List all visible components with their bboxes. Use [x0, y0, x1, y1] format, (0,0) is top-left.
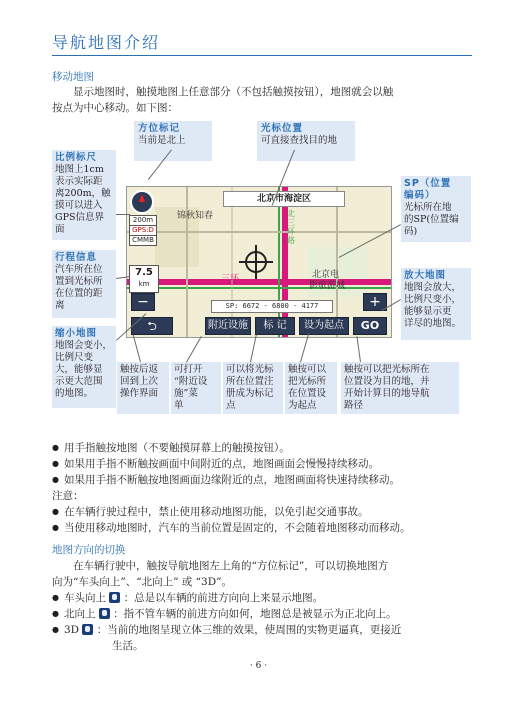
callout-mark — [223, 362, 283, 414]
callout-body-line: 可打开 — [174, 364, 203, 375]
callout-body-line: 单 — [174, 400, 184, 411]
orientation-intro — [52, 558, 477, 590]
intro-paragraph — [52, 84, 472, 116]
callout-body: 当前是北上 — [138, 135, 186, 146]
callout-body-line: 离 — [55, 300, 65, 311]
callout-body-line: 摸可以进入 — [55, 200, 103, 211]
callout-body-line: 点 — [226, 400, 236, 411]
orientation-desc: ：总是以车辆的前进方向向上来显示地图。 — [123, 592, 324, 604]
callout-body-line: 地图会变小， — [55, 340, 113, 351]
compass-icon[interactable] — [130, 190, 154, 214]
leader-line — [250, 335, 257, 363]
bullet-item: ● 如果用手指不断触按画面中间附近的点，地图画面会慢慢持续移动。 — [52, 456, 477, 472]
zoom-in-button[interactable]: + — [363, 293, 387, 311]
north-up-icon — [99, 608, 110, 619]
callout-head: SP（位置 — [404, 178, 452, 189]
intro-line: 按点为中心移动。如下图： — [52, 102, 178, 114]
callout-body-line: 能够显示更 — [404, 306, 452, 317]
mark-button[interactable]: 标 记 — [255, 317, 295, 335]
callout-body-line: 示更大范围 — [55, 376, 103, 387]
callout-compass — [134, 121, 212, 161]
callout-body-line: 置到光标所 — [55, 276, 103, 287]
map-place-label: 北京电 — [312, 270, 340, 280]
leader-line — [133, 335, 141, 362]
callout-body-line: 所在位置注 — [226, 376, 274, 387]
callout-nearby — [171, 362, 221, 414]
orientation-desc-cont: 生活。 — [112, 640, 144, 652]
callout-body-line: 汽车所在位 — [55, 264, 103, 275]
callout-body-line: 光标所在地 — [404, 202, 452, 213]
callout-body-line: 的SP(位置编 — [404, 214, 459, 225]
callout-travel — [52, 250, 116, 318]
callout-body-line: 施”菜 — [174, 388, 198, 399]
callout-body-line: 离200m，触 — [55, 188, 111, 199]
callout-body-line: 触按可以 — [288, 364, 327, 375]
callout-body-line: 位置设为目的地，并 — [344, 376, 430, 387]
callout-body-line: 码) — [404, 226, 418, 237]
callout-scale — [52, 150, 116, 240]
orientation-desc: ：指不管车辆的前进方向如何，地图总是被显示为正北向上。 — [113, 608, 397, 620]
callout-body-line: 操作界面 — [120, 388, 159, 399]
callout-zoom-out — [52, 326, 116, 408]
callout-body-line: 地图会放大， — [404, 282, 462, 293]
orientation-item — [52, 622, 477, 654]
callout-body-line: “附近设 — [174, 376, 208, 387]
callout-body-line: 路径 — [344, 400, 364, 411]
callout-body-line: 触按后返 — [120, 364, 159, 375]
section-heading-orientation: 地图方向的切换 — [52, 544, 126, 556]
leader-line — [116, 214, 130, 215]
callout-body-line: 为起点 — [288, 400, 317, 411]
callout-body-line: 详尽的地图。 — [404, 318, 462, 329]
callout-body-line: 的地图。 — [55, 388, 94, 399]
intro-line: 显示地图时，触摸地图上任意部分（不包括触摸按钮），地图就会以触 — [73, 86, 394, 98]
trip-unit: km — [138, 280, 150, 288]
scale-indicator[interactable]: 200m — [129, 215, 157, 226]
sp-code-label: SP: 6672 - 6800 - 4177 — [211, 300, 333, 313]
bullet-item: ● 在车辆行驶过程中，禁止使用移动地图功能，以免引起交通事故。 — [52, 504, 477, 520]
orientation-label: 3D — [64, 624, 80, 636]
intro-line: 在车辆行驶中，触按导航地图左上角的“方位标记”，可以切换地图方 — [73, 560, 389, 572]
leader-line — [356, 336, 361, 362]
crosshair-icon — [239, 245, 273, 279]
bullet-item: ● 如果用手指不断触按地图画面边缘附近的点，地图画面将快速持续移动。 — [52, 472, 477, 488]
callout-body-line: 可以将光标 — [226, 364, 274, 375]
set-start-button[interactable]: 设为起点 — [299, 317, 349, 335]
orientation-label: 车头向上 — [64, 592, 106, 604]
callout-head: 缩小地图 — [55, 328, 98, 339]
callout-body-line: 开始计算目的地导航 — [344, 388, 430, 399]
callout-body-line: 在位置的距 — [55, 288, 103, 299]
callout-body-line: 回到上次 — [120, 376, 159, 387]
callout-body-line: 比例尺变 — [55, 352, 94, 363]
callout-body-line: 面 — [55, 224, 65, 235]
callout-head: 编码） — [404, 190, 436, 201]
page-title: 导航地图介绍 — [52, 33, 161, 52]
map-road-label: 三环 — [221, 274, 240, 284]
callout-body-line: 大，能够显 — [55, 364, 103, 375]
back-button[interactable]: ⮌ — [131, 317, 173, 335]
orientation-list — [52, 590, 477, 654]
callout-back — [117, 362, 169, 414]
callout-head: 行程信息 — [55, 252, 98, 263]
title-rule — [52, 55, 472, 56]
map-view[interactable] — [126, 186, 392, 338]
callout-sp — [401, 176, 471, 242]
callout-destination — [341, 362, 459, 414]
callout-body-line: 比例尺变小， — [404, 294, 462, 305]
zoom-out-button[interactable]: − — [131, 293, 155, 311]
map-district-label: 北京市海淀区 — [223, 191, 345, 207]
callout-zoom-in — [401, 268, 471, 340]
3d-view-icon — [82, 624, 93, 635]
map-place-label: 影旅游城 — [309, 281, 346, 291]
callout-body: 可直接查找目的地 — [261, 135, 338, 146]
orientation-item — [52, 606, 477, 622]
page-number: · 6 · — [249, 661, 268, 671]
orientation-label: 北向上 — [64, 608, 96, 620]
callout-head: 放大地图 — [404, 270, 447, 281]
callout-body-line: 把光标所 — [288, 376, 327, 387]
callout-body-line: 触按可以把光标所在 — [344, 364, 430, 375]
orientation-item — [52, 590, 477, 606]
callout-head: 光标位置 — [261, 123, 304, 134]
intro-line: 向为“车头向上”、“北向上” 或 “3D”。 — [52, 576, 232, 588]
orientation-desc: ：当前的地图呈现立体三维的效果，使周围的实物更逼真，更接近 — [96, 624, 402, 636]
note-label: 注意： — [52, 490, 84, 502]
bullets-move-map — [52, 440, 477, 536]
heading-up-icon — [109, 592, 120, 603]
callout-start — [285, 362, 337, 414]
bullet-item: ● 当使用移动地图时，汽车的当前位置是固定的，不会随着地图移动而移动。 — [52, 520, 477, 536]
gps-indicator[interactable]: GPS:D — [129, 225, 157, 236]
callout-body-line: 册成为标记 — [226, 388, 274, 399]
section-heading-move-map: 移动地图 — [52, 71, 94, 83]
trip-info-panel — [129, 265, 159, 293]
map-road-label: 北三环路 — [287, 209, 295, 245]
callout-head: 比例标尺 — [55, 152, 98, 163]
nearby-button[interactable]: 附近设施 — [205, 317, 251, 335]
bullet-item: ● 用手指触按地图（不要触摸屏幕上的触摸按钮）。 — [52, 440, 477, 456]
callout-body-line: 表示实际距 — [55, 176, 103, 187]
callout-head: 方位标记 — [138, 123, 181, 134]
map-place-label: 锦秋知春 — [177, 211, 214, 221]
go-button[interactable]: GO — [353, 317, 387, 335]
leader-line — [186, 336, 202, 362]
callout-body-line: 在位置设 — [288, 388, 327, 399]
callout-body-line: GPS信息界 — [55, 212, 104, 223]
trip-distance: 7.5 — [135, 267, 153, 278]
cmmb-indicator[interactable]: CMMB — [129, 235, 157, 246]
callout-body-line: 地图上1cm — [55, 164, 104, 175]
callout-cursor — [257, 121, 355, 161]
